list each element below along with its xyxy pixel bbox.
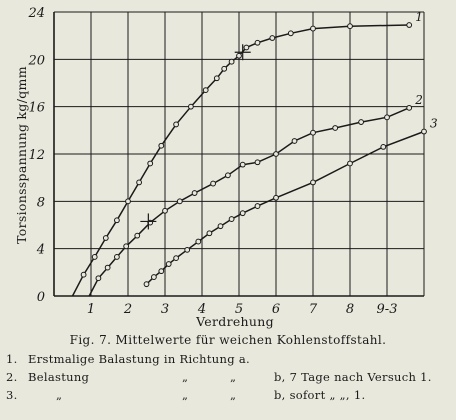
x-tick-label: 8 xyxy=(345,302,355,317)
data-point xyxy=(185,247,190,252)
data-point xyxy=(189,104,194,109)
y-tick-label: 16 xyxy=(28,100,45,116)
data-point xyxy=(103,236,108,241)
series-label: 2 xyxy=(415,92,423,107)
legend-detail: b, 7 Tage nach Versuch 1. xyxy=(274,370,432,384)
data-point xyxy=(174,256,179,261)
legend-row-1 xyxy=(6,352,454,370)
series-label: 1 xyxy=(415,10,423,25)
data-point xyxy=(240,162,245,167)
data-point xyxy=(255,204,260,209)
data-point xyxy=(115,255,120,260)
data-point xyxy=(144,282,149,287)
x-tick-label: 7 xyxy=(308,302,318,317)
data-point xyxy=(148,161,153,166)
data-point xyxy=(92,255,97,260)
legend-detail: b, sofort „ „, 1. xyxy=(274,388,366,402)
data-point xyxy=(192,191,197,196)
data-point xyxy=(135,233,140,238)
y-tick-labels xyxy=(27,6,45,305)
x-tick-label: 1 xyxy=(86,302,96,317)
x-tick-label: 2 xyxy=(123,302,133,317)
data-point xyxy=(422,129,427,134)
legend-row-3 xyxy=(6,388,454,406)
data-point xyxy=(211,181,216,186)
x-tick-label: 3 xyxy=(160,302,170,317)
data-point xyxy=(207,231,212,236)
x-tick-label: 5 xyxy=(234,302,244,317)
y-tick-label: 12 xyxy=(28,148,45,163)
data-point xyxy=(333,126,338,131)
data-point xyxy=(381,145,386,150)
y-tick-label: 20 xyxy=(28,53,45,69)
data-point xyxy=(240,211,245,216)
series-label: 3 xyxy=(430,116,438,131)
y-axis-title: Torsionsspannung kg/qmm xyxy=(14,66,29,244)
data-point xyxy=(159,269,164,274)
data-point xyxy=(115,218,120,223)
series-line-2 xyxy=(89,108,409,296)
y-tick-label: 0 xyxy=(36,290,45,305)
data-point xyxy=(96,276,101,281)
y-tick-label: 8 xyxy=(36,195,45,211)
legend-text: Belastung xyxy=(28,370,90,384)
data-point xyxy=(159,143,164,148)
data-point xyxy=(174,122,179,127)
data-point xyxy=(203,88,208,93)
legend-text: „ xyxy=(56,388,63,402)
data-point xyxy=(163,208,168,213)
data-point xyxy=(214,76,219,81)
x-tick-label: 9-3 xyxy=(376,302,398,317)
data-point xyxy=(166,262,171,267)
legend-ditto: „ xyxy=(230,370,237,384)
data-point xyxy=(81,272,86,277)
data-point xyxy=(137,180,142,185)
data-point xyxy=(288,31,293,36)
series-group xyxy=(73,10,439,296)
legend-row-2 xyxy=(6,370,454,388)
legend-ditto: „ xyxy=(182,370,189,384)
y-tick-label: 4 xyxy=(36,242,45,258)
x-tick-label: 6 xyxy=(271,302,281,317)
data-point xyxy=(229,59,234,64)
legend-ditto: „ xyxy=(182,388,189,402)
figure-caption: Fig. 7. Mittelwerte für weichen Kohlenstoffstahl. xyxy=(69,333,387,347)
data-point xyxy=(274,152,279,157)
data-point xyxy=(311,180,316,185)
data-point xyxy=(359,120,364,125)
data-point xyxy=(348,161,353,166)
data-point xyxy=(237,53,242,58)
data-point xyxy=(244,45,249,50)
legend-text: Erstmalige Balastung in Richtung a. xyxy=(28,352,250,366)
data-point xyxy=(218,224,223,229)
legend-number: 1. xyxy=(6,352,18,366)
data-point xyxy=(226,173,231,178)
data-point xyxy=(177,199,182,204)
crosshair-marker xyxy=(140,213,156,229)
data-point xyxy=(152,275,157,280)
data-point xyxy=(407,23,412,28)
data-point xyxy=(105,265,110,270)
data-point xyxy=(124,244,129,249)
data-point xyxy=(229,217,234,222)
data-point xyxy=(255,40,260,45)
data-point xyxy=(348,24,353,29)
data-point xyxy=(292,139,297,144)
series-2 xyxy=(89,93,423,296)
legend-number: 2. xyxy=(6,370,18,384)
data-point xyxy=(385,115,390,120)
legend-ditto: „ xyxy=(230,388,237,402)
legend xyxy=(6,352,454,406)
data-point xyxy=(311,130,316,135)
y-tick-label: 24 xyxy=(28,6,45,21)
x-axis-title: Verdrehung xyxy=(196,314,274,329)
data-point xyxy=(222,66,227,71)
data-point xyxy=(126,199,131,204)
data-point xyxy=(196,239,201,244)
data-point xyxy=(255,160,260,165)
series-line-1 xyxy=(73,25,410,296)
data-point xyxy=(274,195,279,200)
data-point xyxy=(270,36,275,41)
legend-number: 3. xyxy=(6,388,18,402)
data-point xyxy=(311,26,316,31)
data-point xyxy=(407,105,412,110)
x-tick-label: 4 xyxy=(197,302,207,317)
